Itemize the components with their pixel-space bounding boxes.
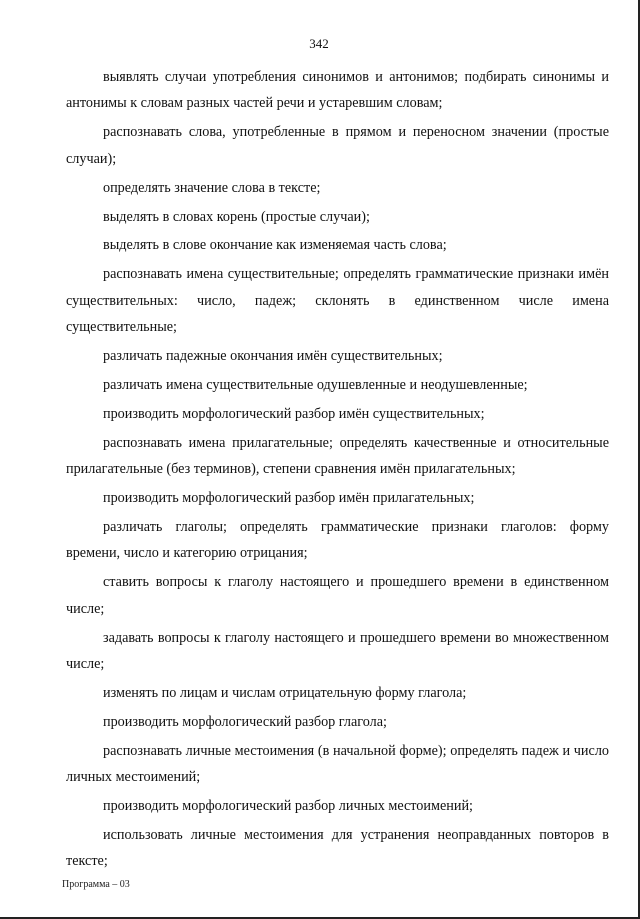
paragraph: распознавать слова, употребленные в прямом и переносном значении (простые случаи); xyxy=(66,124,609,167)
paragraph: производить морфологический разбор имён прилагательных; xyxy=(103,490,475,507)
paragraph: выявлять случаи употребления синонимов и антонимов; подбирать синонимы и антонимы к словам разных частей речи и устаревшим словам; xyxy=(66,69,609,112)
paragraph: задавать вопросы к глаголу настоящего и прошедшего времени во множественном числе; xyxy=(66,629,609,673)
paragraph: распознавать личные местоимения (в начальной форме); определять падеж и число личных местоимений; xyxy=(66,742,609,786)
footer-label: Программа – 03 xyxy=(62,879,130,890)
paragraph: распознавать имена существительные; определять грамматические признаки имён существительных: число, падеж; склонять в единственном числе имена существительные; xyxy=(66,266,609,336)
paragraph: различать имена существительные одушевленные и неодушевленные; xyxy=(103,376,528,393)
page-number: 342 xyxy=(309,36,329,51)
paragraph: распознавать имена прилагательные; определять качественные и относительные прилагательные (без терминов), степени сравнения имён прилагательных; xyxy=(66,434,609,478)
paragraph: производить морфологический разбор имён существительных; xyxy=(103,405,485,422)
paragraph: выделять в словах корень (простые случаи); xyxy=(103,208,370,225)
paragraph: изменять по лицам и числам отрицательную форму глагола; xyxy=(103,684,467,701)
paragraph: различать глаголы; определять грамматические признаки глаголов: форму времени, число и категорию отрицания; xyxy=(66,519,609,562)
paragraph: производить морфологический разбор глагола; xyxy=(103,713,387,730)
page-content xyxy=(66,64,609,877)
paragraph: различать падежные окончания имён существительных; xyxy=(103,348,443,365)
paragraph: использовать личные местоимения для устранения неоправданных повторов в тексте; xyxy=(66,826,609,870)
paragraph: ставить вопросы к глаголу настоящего и прошедшего времени в единственном числе; xyxy=(66,574,609,617)
paragraph: производить морфологический разбор личных местоимений; xyxy=(103,798,473,815)
paragraph: определять значение слова в тексте; xyxy=(103,179,321,196)
paragraph: выделять в слове окончание как изменяемая часть слова; xyxy=(103,237,447,254)
